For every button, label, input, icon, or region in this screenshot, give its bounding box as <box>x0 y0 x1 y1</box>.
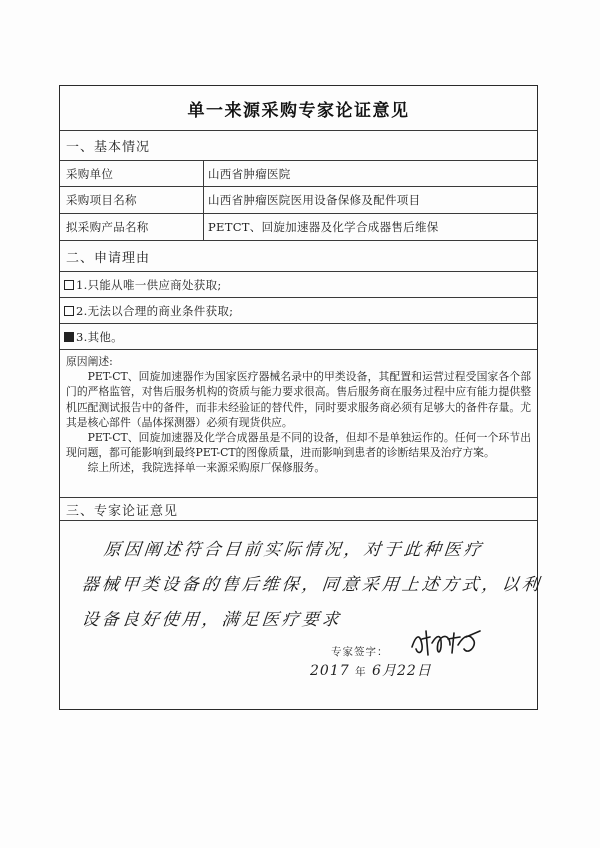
section-2-header <box>60 241 537 272</box>
section-1-header <box>60 131 537 161</box>
reason-paragraph: PET-CT、回旋加速器作为国家医疗器械名录中的甲类设备，其配置和运营过程受国家各个部门的严格监管，对售后服务机构的资质与能力要求很高。售后服务商在服务过程中应有能力提供整机匹配测试报告中的备件，而非未经验证的替代件，同时要求服务商必须有足够大的备件存量。尤其是核心部件（晶体探测器）必须有现货供应。 <box>66 370 531 429</box>
reason-label: 原因阐述: <box>66 355 113 368</box>
section-3-header <box>60 498 537 521</box>
signature-date <box>310 660 432 680</box>
column-divider <box>203 187 204 213</box>
handwritten-opinion-line: 设备良好使用，满足医疗要求 <box>80 610 343 630</box>
section-3-heading: 三、专家论证意见 <box>66 503 179 519</box>
info-value: 山西省肿瘤医院 <box>208 166 291 181</box>
date-year: 2017 <box>310 663 350 679</box>
info-row-purchaser <box>60 161 537 187</box>
title-row <box>60 86 537 131</box>
column-divider <box>203 161 204 186</box>
option-label: 1.只能从唯一供应商处获取; <box>76 277 222 292</box>
checkbox-checked[interactable] <box>64 332 74 342</box>
reason-option-1 <box>60 272 537 298</box>
column-divider <box>203 214 204 240</box>
signature-label: 专家签字： <box>331 646 389 658</box>
checkbox-unchecked[interactable] <box>64 306 74 316</box>
handwritten-opinion-line: 器械甲类设备的售后维保，同意采用上述方式，以利 <box>80 575 543 595</box>
reason-option-3 <box>60 324 537 350</box>
date-month-day: 6月22日 <box>372 663 432 679</box>
info-value: PETCT、回旋加速器及化学合成器售后维保 <box>208 220 439 234</box>
info-row-project <box>60 187 537 214</box>
reason-paragraph: PET-CT、回旋加速器及化学合成器虽是不同的设备，但却不是单独运作的。任何一个环节出现问题，都可能影响到最终PET-CT的图像质量，进而影响到患者的诊断结果及治疗方案。 <box>66 431 531 460</box>
section-1-heading: 一、基本情况 <box>66 140 151 155</box>
expert-opinion-form <box>59 85 543 710</box>
info-label: 采购项目名称 <box>66 193 137 207</box>
checkbox-unchecked[interactable] <box>64 280 74 290</box>
date-year-char: 年 <box>355 666 367 678</box>
info-label: 采购单位 <box>66 166 114 181</box>
reason-option-2 <box>60 298 537 324</box>
info-label: 拟采购产品名称 <box>66 220 149 234</box>
option-label: 2.无法以合理的商业条件获取; <box>76 303 234 318</box>
section-2-heading: 二、申请理由 <box>66 250 151 266</box>
expert-signature <box>408 625 483 661</box>
handwritten-opinion-line: 原因阐述符合目前实际情况，对于此种医疗 <box>102 540 485 560</box>
info-value: 山西省肿瘤医院医用设备保修及配件项目 <box>208 193 421 207</box>
reason-paragraph: 综上所述，我院选择单一来源采购原厂保修服务。 <box>87 461 326 475</box>
option-label: 3.其他。 <box>76 329 123 344</box>
info-row-product <box>60 214 537 241</box>
form-title: 单一来源采购专家论证意见 <box>187 100 410 121</box>
reason-explanation <box>60 350 537 498</box>
expert-opinion-area <box>60 521 543 709</box>
